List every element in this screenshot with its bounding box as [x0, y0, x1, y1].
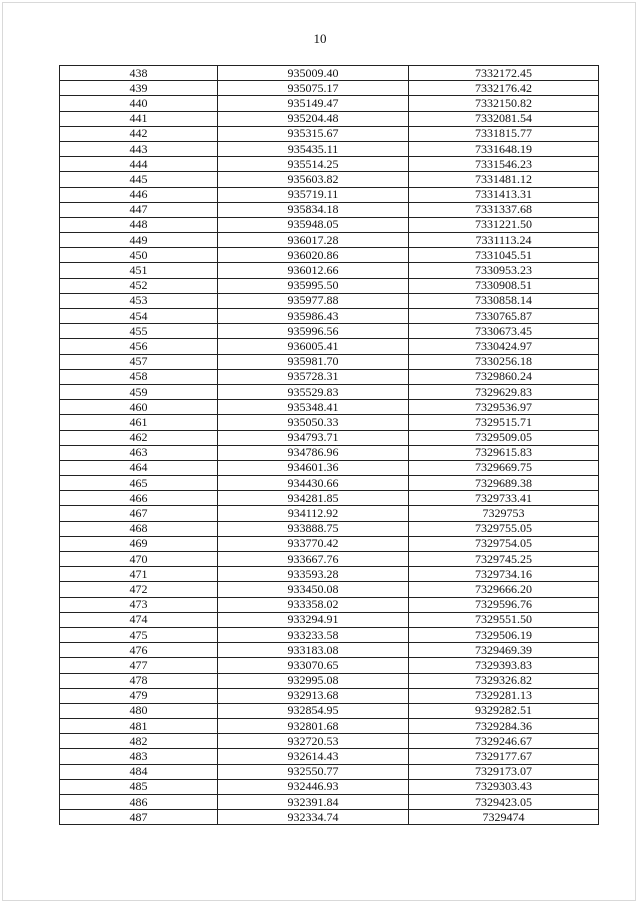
- point-number-cell: 455: [60, 324, 218, 339]
- table-row: [60, 764, 599, 779]
- point-number-cell: 466: [60, 491, 218, 506]
- x-coordinate-cell: 932995.08: [218, 673, 409, 688]
- x-coordinate-cell: 935009.40: [218, 66, 409, 81]
- x-coordinate-cell: 935948.05: [218, 217, 409, 232]
- x-coordinate-cell: 935204.48: [218, 111, 409, 126]
- x-coordinate-cell: 934430.66: [218, 476, 409, 491]
- table-row: [60, 795, 599, 810]
- point-number-cell: 438: [60, 66, 218, 81]
- table-row: [60, 445, 599, 460]
- y-coordinate-cell: 7330858.14: [409, 293, 599, 308]
- point-number-cell: 471: [60, 567, 218, 582]
- y-coordinate-cell: 7330908.51: [409, 278, 599, 293]
- y-coordinate-cell: 7331221.50: [409, 217, 599, 232]
- y-coordinate-cell: 7330953.23: [409, 263, 599, 278]
- point-number-cell: 442: [60, 126, 218, 141]
- y-coordinate-cell: 7329629.83: [409, 384, 599, 399]
- x-coordinate-cell: 935986.43: [218, 309, 409, 324]
- x-coordinate-cell: 935149.47: [218, 96, 409, 111]
- x-coordinate-cell: 935995.50: [218, 278, 409, 293]
- point-number-cell: 474: [60, 612, 218, 627]
- x-coordinate-cell: 933233.58: [218, 627, 409, 642]
- x-coordinate-cell: 934112.92: [218, 506, 409, 521]
- y-coordinate-cell: 9329282.51: [409, 703, 599, 718]
- table-row: [60, 400, 599, 415]
- table-row: [60, 703, 599, 718]
- y-coordinate-cell: 7331546.23: [409, 157, 599, 172]
- point-number-cell: 456: [60, 339, 218, 354]
- point-number-cell: 475: [60, 627, 218, 642]
- x-coordinate-cell: 934281.85: [218, 491, 409, 506]
- point-number-cell: 447: [60, 202, 218, 217]
- point-number-cell: 439: [60, 81, 218, 96]
- x-coordinate-cell: 934793.71: [218, 430, 409, 445]
- table-row: [60, 187, 599, 202]
- x-coordinate-cell: 932801.68: [218, 719, 409, 734]
- y-coordinate-cell: 7329423.05: [409, 795, 599, 810]
- table-row: [60, 643, 599, 658]
- table-row: [60, 354, 599, 369]
- x-coordinate-cell: 935603.82: [218, 172, 409, 187]
- x-coordinate-cell: 935728.31: [218, 369, 409, 384]
- table-row: [60, 339, 599, 354]
- x-coordinate-cell: 932391.84: [218, 795, 409, 810]
- y-coordinate-cell: 7331413.31: [409, 187, 599, 202]
- y-coordinate-cell: 7329666.20: [409, 582, 599, 597]
- x-coordinate-cell: 933358.02: [218, 597, 409, 612]
- table-row: [60, 582, 599, 597]
- table-row: [60, 536, 599, 551]
- table-row: [60, 552, 599, 567]
- x-coordinate-cell: 933294.91: [218, 612, 409, 627]
- y-coordinate-cell: 7330765.87: [409, 309, 599, 324]
- table-row: [60, 233, 599, 248]
- y-coordinate-cell: 7329474: [409, 810, 599, 825]
- point-number-cell: 473: [60, 597, 218, 612]
- y-coordinate-cell: 7330673.45: [409, 324, 599, 339]
- y-coordinate-cell: 7329615.83: [409, 445, 599, 460]
- point-number-cell: 451: [60, 263, 218, 278]
- y-coordinate-cell: 7329326.82: [409, 673, 599, 688]
- y-coordinate-cell: 7332176.42: [409, 81, 599, 96]
- y-coordinate-cell: 7329733.41: [409, 491, 599, 506]
- table-row: [60, 309, 599, 324]
- point-number-cell: 461: [60, 415, 218, 430]
- y-coordinate-cell: 7331815.77: [409, 126, 599, 141]
- x-coordinate-cell: 935514.25: [218, 157, 409, 172]
- y-coordinate-cell: 7331481.12: [409, 172, 599, 187]
- table-row: [60, 324, 599, 339]
- x-coordinate-cell: 935348.41: [218, 400, 409, 415]
- x-coordinate-cell: 935435.11: [218, 141, 409, 156]
- x-coordinate-cell: 935075.17: [218, 81, 409, 96]
- y-coordinate-cell: 7329246.67: [409, 734, 599, 749]
- table-row: [60, 66, 599, 81]
- x-coordinate-cell: 933667.76: [218, 552, 409, 567]
- table-row: [60, 506, 599, 521]
- x-coordinate-cell: 933183.08: [218, 643, 409, 658]
- table-row: [60, 460, 599, 475]
- point-number-cell: 487: [60, 810, 218, 825]
- table-row: [60, 278, 599, 293]
- point-number-cell: 481: [60, 719, 218, 734]
- x-coordinate-cell: 933770.42: [218, 536, 409, 551]
- y-coordinate-cell: 7329745.25: [409, 552, 599, 567]
- x-coordinate-cell: 935981.70: [218, 354, 409, 369]
- x-coordinate-cell: 936020.86: [218, 248, 409, 263]
- y-coordinate-cell: 7332172.45: [409, 66, 599, 81]
- y-coordinate-cell: 7329515.71: [409, 415, 599, 430]
- point-number-cell: 476: [60, 643, 218, 658]
- x-coordinate-cell: 935834.18: [218, 202, 409, 217]
- y-coordinate-cell: 7329509.05: [409, 430, 599, 445]
- point-number-cell: 458: [60, 369, 218, 384]
- y-coordinate-cell: 7329469.39: [409, 643, 599, 658]
- point-number-cell: 450: [60, 248, 218, 263]
- point-number-cell: 469: [60, 536, 218, 551]
- table-row: [60, 415, 599, 430]
- table-row: [60, 597, 599, 612]
- point-number-cell: 480: [60, 703, 218, 718]
- y-coordinate-cell: 7329754.05: [409, 536, 599, 551]
- point-number-cell: 443: [60, 141, 218, 156]
- x-coordinate-cell: 935719.11: [218, 187, 409, 202]
- table-row: [60, 81, 599, 96]
- y-coordinate-cell: 7329536.97: [409, 400, 599, 415]
- table-row: [60, 172, 599, 187]
- table-row: [60, 658, 599, 673]
- point-number-cell: 457: [60, 354, 218, 369]
- point-number-cell: 486: [60, 795, 218, 810]
- table-row: [60, 779, 599, 794]
- y-coordinate-cell: 7329551.50: [409, 612, 599, 627]
- y-coordinate-cell: 7332081.54: [409, 111, 599, 126]
- x-coordinate-cell: 933888.75: [218, 521, 409, 536]
- point-number-cell: 477: [60, 658, 218, 673]
- table-row: [60, 430, 599, 445]
- table-row: [60, 293, 599, 308]
- point-number-cell: 446: [60, 187, 218, 202]
- point-number-cell: 462: [60, 430, 218, 445]
- point-number-cell: 449: [60, 233, 218, 248]
- table-row: [60, 521, 599, 536]
- table-row: [60, 157, 599, 172]
- y-coordinate-cell: 7329173.07: [409, 764, 599, 779]
- point-number-cell: 467: [60, 506, 218, 521]
- table-row: [60, 491, 599, 506]
- y-coordinate-cell: 7330424.97: [409, 339, 599, 354]
- x-coordinate-cell: 932720.53: [218, 734, 409, 749]
- x-coordinate-cell: 935050.33: [218, 415, 409, 430]
- table-row: [60, 369, 599, 384]
- x-coordinate-cell: 933450.08: [218, 582, 409, 597]
- table-row: [60, 111, 599, 126]
- y-coordinate-cell: 7329753: [409, 506, 599, 521]
- table-row: [60, 476, 599, 491]
- x-coordinate-cell: 935315.67: [218, 126, 409, 141]
- point-number-cell: 452: [60, 278, 218, 293]
- y-coordinate-cell: 7329755.05: [409, 521, 599, 536]
- x-coordinate-cell: 932913.68: [218, 688, 409, 703]
- point-number-cell: 465: [60, 476, 218, 491]
- point-number-cell: 444: [60, 157, 218, 172]
- point-number-cell: 460: [60, 400, 218, 415]
- table-row: [60, 263, 599, 278]
- point-number-cell: 484: [60, 764, 218, 779]
- x-coordinate-cell: 932614.43: [218, 749, 409, 764]
- x-coordinate-cell: 932550.77: [218, 764, 409, 779]
- x-coordinate-cell: 933070.65: [218, 658, 409, 673]
- point-number-cell: 441: [60, 111, 218, 126]
- table-row: [60, 248, 599, 263]
- y-coordinate-cell: 7329303.43: [409, 779, 599, 794]
- y-coordinate-cell: 7329596.76: [409, 597, 599, 612]
- point-number-cell: 463: [60, 445, 218, 460]
- table-row: [60, 719, 599, 734]
- table-row: [60, 384, 599, 399]
- x-coordinate-cell: 932334.74: [218, 810, 409, 825]
- point-number-cell: 470: [60, 552, 218, 567]
- x-coordinate-cell: 935996.56: [218, 324, 409, 339]
- y-coordinate-cell: 7330256.18: [409, 354, 599, 369]
- point-number-cell: 453: [60, 293, 218, 308]
- point-number-cell: 448: [60, 217, 218, 232]
- x-coordinate-cell: 932854.95: [218, 703, 409, 718]
- y-coordinate-cell: 7329689.38: [409, 476, 599, 491]
- point-number-cell: 464: [60, 460, 218, 475]
- page-number: 10: [313, 31, 327, 46]
- coordinates-table: [59, 65, 599, 825]
- y-coordinate-cell: 7331113.24: [409, 233, 599, 248]
- table-row: [60, 734, 599, 749]
- x-coordinate-cell: 936017.28: [218, 233, 409, 248]
- y-coordinate-cell: 7331045.51: [409, 248, 599, 263]
- point-number-cell: 485: [60, 779, 218, 794]
- y-coordinate-cell: 7331648.19: [409, 141, 599, 156]
- point-number-cell: 472: [60, 582, 218, 597]
- point-number-cell: 478: [60, 673, 218, 688]
- table-row: [60, 612, 599, 627]
- y-coordinate-cell: 7331337.68: [409, 202, 599, 217]
- point-number-cell: 479: [60, 688, 218, 703]
- table-row: [60, 673, 599, 688]
- y-coordinate-cell: 7329393.83: [409, 658, 599, 673]
- point-number-cell: 483: [60, 749, 218, 764]
- y-coordinate-cell: 7329669.75: [409, 460, 599, 475]
- x-coordinate-cell: 932446.93: [218, 779, 409, 794]
- x-coordinate-cell: 936012.66: [218, 263, 409, 278]
- y-coordinate-cell: 7329734.16: [409, 567, 599, 582]
- table-row: [60, 749, 599, 764]
- y-coordinate-cell: 7329284.36: [409, 719, 599, 734]
- x-coordinate-cell: 934786.96: [218, 445, 409, 460]
- point-number-cell: 468: [60, 521, 218, 536]
- point-number-cell: 459: [60, 384, 218, 399]
- table-row: [60, 96, 599, 111]
- table-row: [60, 810, 599, 825]
- x-coordinate-cell: 935529.83: [218, 384, 409, 399]
- y-coordinate-cell: 7329506.19: [409, 627, 599, 642]
- table-row: [60, 567, 599, 582]
- point-number-cell: 454: [60, 309, 218, 324]
- point-number-cell: 445: [60, 172, 218, 187]
- table-row: [60, 126, 599, 141]
- x-coordinate-cell: 935977.88: [218, 293, 409, 308]
- y-coordinate-cell: 7332150.82: [409, 96, 599, 111]
- table-body: [60, 66, 599, 825]
- table-row: [60, 688, 599, 703]
- table-row: [60, 627, 599, 642]
- x-coordinate-cell: 934601.36: [218, 460, 409, 475]
- y-coordinate-cell: 7329281.13: [409, 688, 599, 703]
- y-coordinate-cell: 7329177.67: [409, 749, 599, 764]
- x-coordinate-cell: 933593.28: [218, 567, 409, 582]
- y-coordinate-cell: 7329860.24: [409, 369, 599, 384]
- point-number-cell: 482: [60, 734, 218, 749]
- x-coordinate-cell: 936005.41: [218, 339, 409, 354]
- table-row: [60, 141, 599, 156]
- table-row: [60, 202, 599, 217]
- point-number-cell: 440: [60, 96, 218, 111]
- table-row: [60, 217, 599, 232]
